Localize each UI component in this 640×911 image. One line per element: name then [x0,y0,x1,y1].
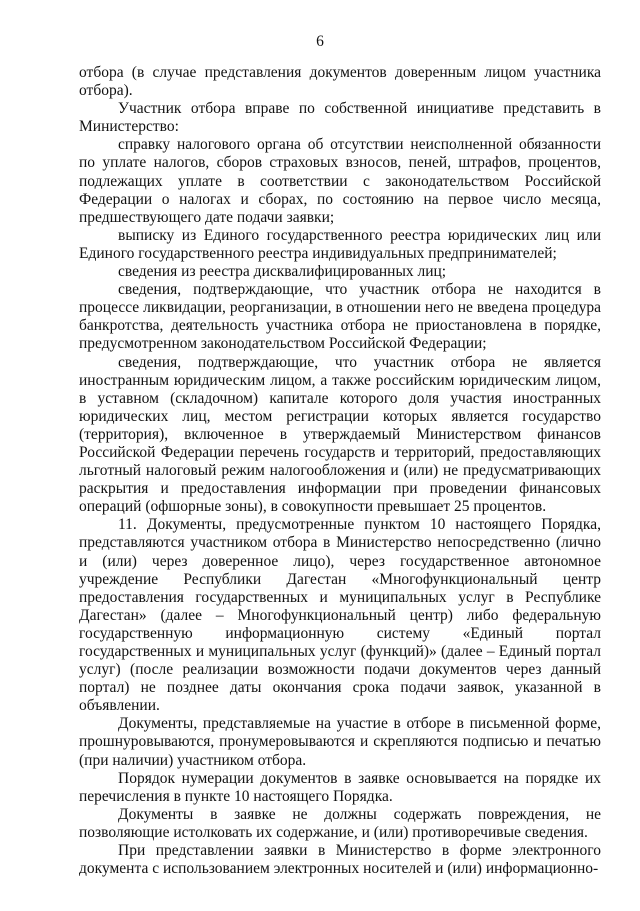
paragraph-no-damage: Документы в заявке не должны содержать повреждения, не позволяющие истолковать их содержание, и (или) противоречивые сведения. [79,805,601,841]
paragraph-right-to-submit: Участник отбора вправе по собственной инициативе представить в Министерство: [79,100,601,136]
paragraph-tax-certificate: справку налогового органа об отсутствии неисполненной обязанности по уплате налогов, сборов страховых взносов, пеней, штрафов, процентов, подлежащих уплате в соответствии с законодательством Российской Федерации о налогах и сборах, по состоянию на первое число месяца, предшествующего дате подачи заявки; [79,136,601,226]
paragraph-registry-extract: выписку из Единого государственного реестра юридических лиц или Единого государственного реестра индивидуальных предпринимателей; [79,226,601,262]
page-number: 6 [316,33,324,50]
paragraph-numbering-order: Порядок нумерации документов в заявке основывается на порядке их перечисления в пункте 10 настоящего Порядка. [79,769,601,805]
paragraph-written-form: Документы, представляемые на участие в отборе в письменной форме, прошнуровываются, пронумеровываются и скрепляются подписью и печатью (при наличии) участником отбора. [79,715,601,769]
paragraph-liquidation-info: сведения, подтверждающие, что участник отбора не находится в процессе ликвидации, реорганизации, в отношении него не введена процедура банкротства, деятельность участника отбора не приостановлена в порядке, предусмотренном законодательством Российской Федерации; [79,281,601,353]
paragraph-continuation: отбора (в случае представления документов доверенным лицом участника отбора). [79,64,601,100]
paragraph-disqualified-registry: сведения из реестра дисквалифицированных лиц; [118,263,447,281]
paragraph-foreign-entity-info: сведения, подтверждающие, что участник отбора не является иностранным юридическим лицом, а также российским юридическим лицом, в уставном (складочном) капитале которого доля участия иностранных юридических лиц, местом регистрации которых является государство (территория), включенное в утверждаемый Министерством финансов Российской Федерации перечень государств и территорий, предоставляющих льготный налоговый режим налогообложения и (или) не предусматривающих раскрытия и предоставления информации при проведении финансовых операций (офшорные зоны), в совокупности превышает 25 процентов. [79,353,601,516]
paragraph-electronic-submission: При представлении заявки в Министерство в форме электронного документа с использованием электронных носителей и (или) информационно- [79,842,601,878]
document-body [79,64,601,878]
paragraph-section-11: 11. Документы, предусмотренные пунктом 10 настоящего Порядка, представляются участником отбора в Министерство непосредственно (лично и (или) через доверенное лицо), через государственное автономное учреждение Республики Дагестан «Многофункциональный центр предоставления государственных и муниципальных услуг в Республике Дагестан» (далее – Многофункциональный центр) либо федеральную государственную информационную систему «Единый портал государственных и муниципальных услуг (функций)» (далее – Единый портал услуг) (после реализации возможности подачи документов через данный портал) не позднее даты окончания срока подачи заявок, указанной в объявлении. [79,516,601,715]
